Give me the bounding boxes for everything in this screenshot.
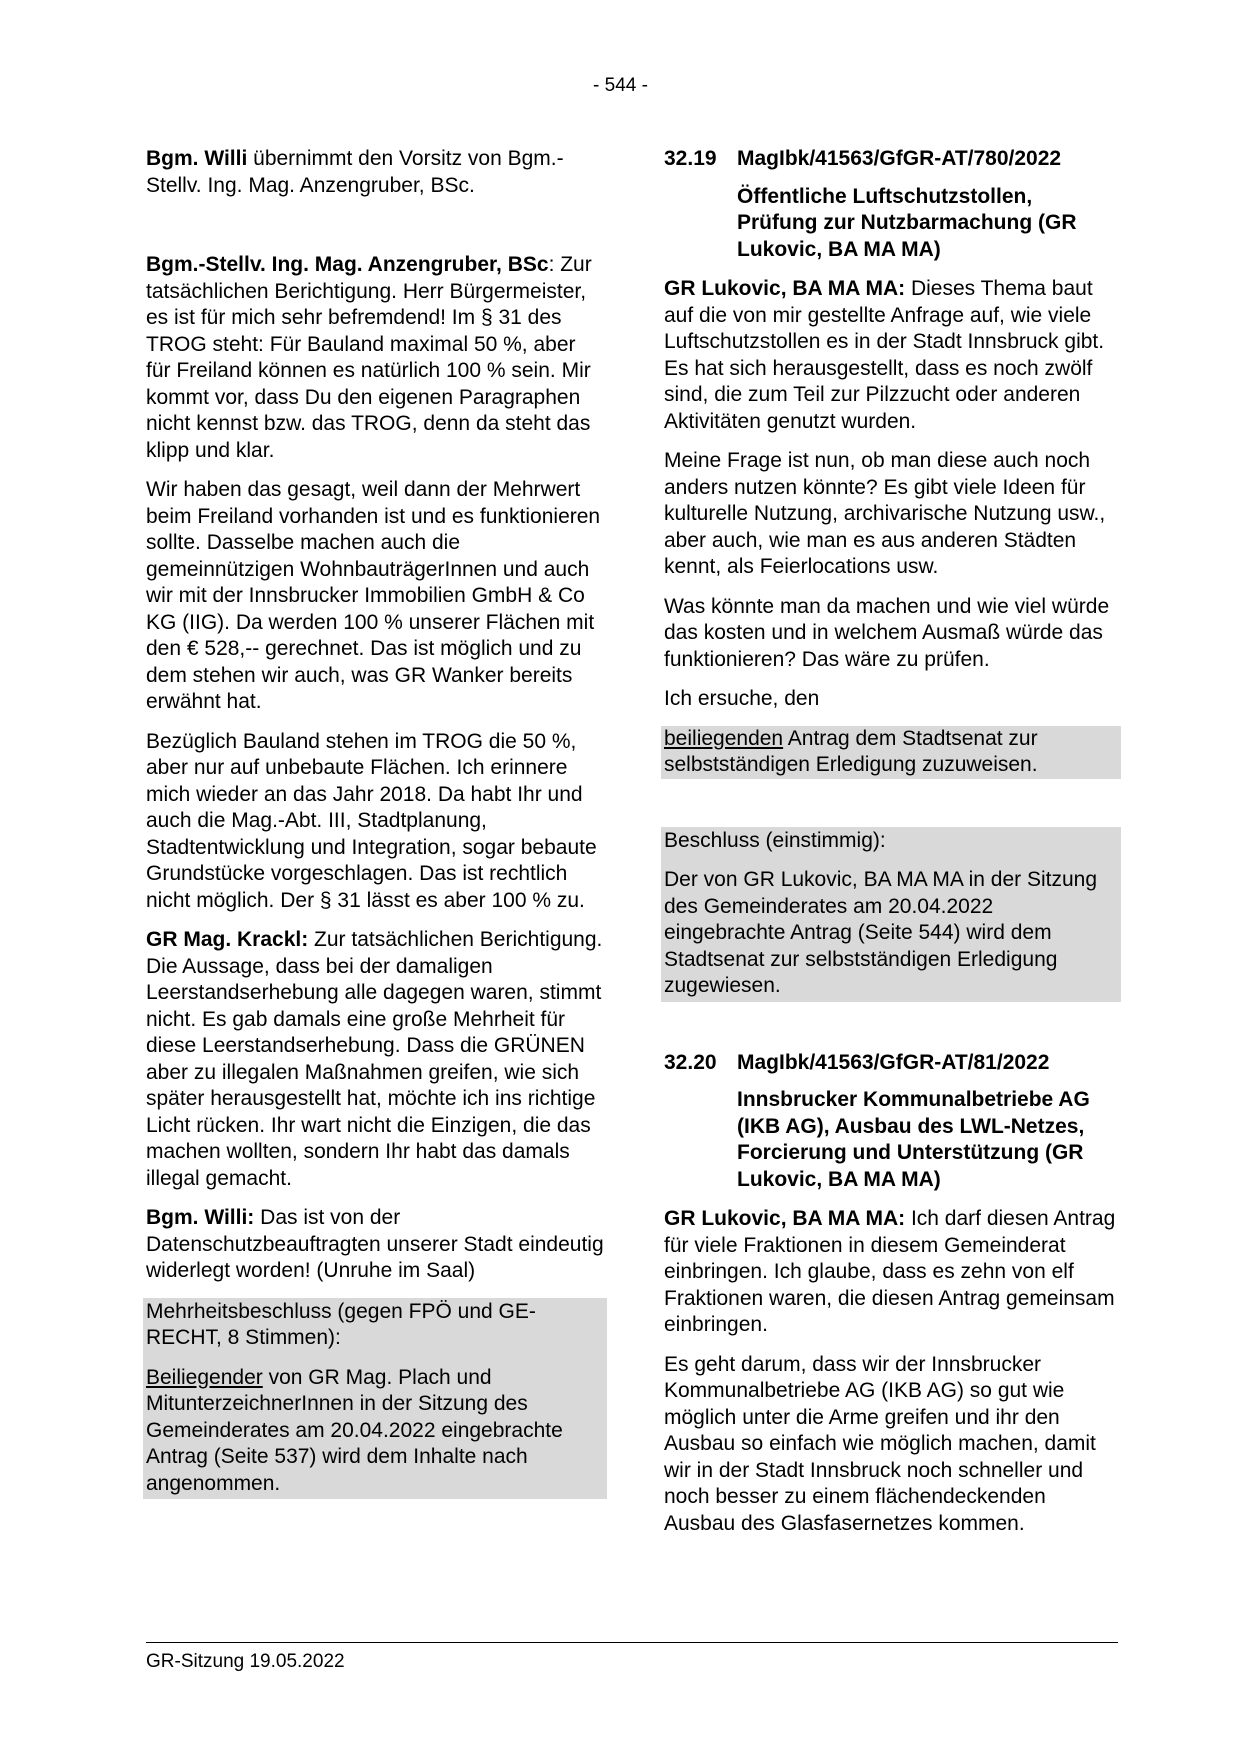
motion-text [664, 726, 1118, 779]
agenda-item-number: 32.19 [664, 147, 717, 170]
resolution-underlined-word: Beiliegender [146, 1365, 263, 1389]
speaker-name: GR Lukovic, BA MA MA: [664, 277, 906, 300]
paragraph-frage: Meine Frage ist nun, ob man diese auch noch anders nutzen könnte? Es gibt viele Ideen für kulturelle Nutzung, archivarische Nutzung usw., aber auch, wie man es aus anderen Städten kennt, als Feierlocations usw. [664, 449, 1106, 578]
paragraph-text: Das ist von der Datenschutzbeauftragten unserer Stadt eindeutig widerlegt worden! (Unruhe im Saal) [146, 1206, 604, 1282]
paragraph-glasfaser: Es geht darum, dass wir der Innsbrucker Kommunalbetriebe AG (IKB AG) so gut wie möglich unter die Arme greifen und ihr den Ausbau so einfach wie möglich machen, damit wir in der Stadt Innsbruck noch schneller und noch besser zu einem flächendeckenden Ausbau des Glasfasernetzes kommen. [664, 1352, 1096, 1535]
footer-text: GR-Sitzung 19.05.2022 [146, 1651, 345, 1672]
spacer [664, 1002, 1118, 1050]
resolution-text [146, 1365, 604, 1498]
speaker-name: Bgm. Willi: [146, 1206, 255, 1229]
agenda-item-number: 32.20 [664, 1050, 717, 1074]
resolution-heading: Mehrheitsbeschluss (gegen FPÖ und GE-RECHT, 8 Stimmen): [146, 1299, 536, 1349]
paragraph-chair-handover [146, 146, 604, 199]
paragraph-text: Dieses Thema baut auf die von mir gestellte Anfrage auf, wie viele Luftschutzstollen es in der Stadt Innsbruck gibt. Es hat sich herausgestellt, dass es noch zwölf sind, die zum Teil zur Pilzzucht oder anderen Aktivitäten genutzt wurden. [664, 277, 1105, 433]
paragraph-krackl [146, 927, 604, 1192]
paragraph-bauland: Bezüglich Bauland stehen im TROG die 50 %, aber nur auf unbebaute Flächen. Ich erinnere mich wieder an das Jahr 2018. Da habt Ihr und auch die Mag.-Abt. III, Stadtplanung, Stadtentwicklung und Integration, sogar bebaute Grundstücke vorgeschlagen. Das ist rechtlich nicht möglich. Der § 31 lässt es aber 100 % zu. [146, 729, 597, 912]
agenda-item-reference: MagIbk/41563/GfGR-AT/81/2022 [737, 1050, 1050, 1074]
agenda-item-title: Innsbrucker Kommunalbetriebe AG (IKB AG), Ausbau des LWL-Netzes, Forcierung und Unterstützung (GR Lukovic, BA MA MA) [737, 1088, 1090, 1191]
agenda-item-reference: MagIbk/41563/GfGR-AT/780/2022 [737, 147, 1062, 170]
paragraph-text: Ich darf diesen Antrag für viele Fraktionen in diesem Gemeinderat einbringen. Ich glaube, dass es zehn von elf Fraktionen waren, die diesen Antrag gemeinsam einbringen. [664, 1207, 1116, 1336]
speaker-name: GR Lukovic, BA MA MA: [664, 1207, 906, 1230]
left-column [146, 146, 604, 1499]
agenda-item-title: Öffentliche Luftschutzstollen, Prüfung zur Nutzbarmachung (GR Lukovic, BA MA MA) [737, 184, 1077, 261]
paragraph-text: : Zur tatsächlichen Berichtigung. Herr Bürgermeister, es ist für mich sehr befremdend! Im § 31 des TROG steht: Für Bauland maximal 50 %, aber für Freiland können es natürlich 100 % sein. Mir kommt vor, dass Du den eigenen Paragraphen nicht kennst bzw. das TROG, denn da steht das klipp und klar. [146, 253, 592, 462]
resolution-box [661, 827, 1121, 1002]
speaker-name: Bgm. Willi [146, 147, 248, 170]
speaker-name: GR Mag. Krackl: [146, 928, 309, 951]
agenda-item-header [664, 146, 1118, 173]
spacer [664, 779, 1118, 827]
resolution-text: Der von GR Lukovic, BA MA MA in der Sitzung des Gemeinderates am 20.04.2022 eingebrachte Antrag (Seite 544) wird dem Stadtsenat zur selbstständigen Erledigung zugewiesen. [664, 868, 1098, 997]
footer-divider [146, 1642, 1118, 1643]
paragraph-text: übernimmt den Vorsitz von Bgm.-Stellv. Ing. Mag. Anzengruber, BSc. [146, 147, 564, 197]
spacer [146, 212, 604, 252]
resolution-body: von GR Mag. Plach und MitunterzeichnerInnen in der Sitzung des Gemeinderates am 20.04.2022 eingebrachte Antrag (Seite 537) wird dem Inhalte nach angenommen. [146, 1365, 563, 1495]
right-column [664, 146, 1118, 1550]
motion-box [661, 726, 1121, 779]
resolution-heading: Beschluss (einstimmig): [664, 828, 886, 852]
paragraph-lukovic-1 [664, 276, 1118, 435]
motion-underlined-word: beiliegenden [664, 726, 784, 750]
paragraph-text: Zur tatsächlichen Berichtigung. Die Aussage, dass bei der damaligen Leerstandserhebung alle dagegen waren, stimmt nicht. Es gab damals eine große Mehrheit für diese Leerstandserhebung. Dass die GRÜNEN aber zu illegalen Maßnahmen greifen, wie sich später herausgestellt hat, möchte ich ins richtige Licht rücken. Ihr wart nicht die Einzigen, die das machen wollten, sondern Ihr habt das damals illegal gemacht. [146, 928, 603, 1190]
resolution-box [143, 1298, 607, 1500]
paragraph-lukovic-2 [664, 1206, 1118, 1339]
speaker-name: Bgm.-Stellv. Ing. Mag. Anzengruber, BSc [146, 253, 549, 276]
motion-body: Antrag dem Stadtsenat zur selbstständigen Erledigung zuzuweisen. [664, 726, 1038, 776]
paragraph-anzengruber [146, 252, 604, 464]
paragraph-kosten: Was könnte man da machen und wie viel würde das kosten und in welchem Ausmaß würde das funktionieren? Das wäre zu prüfen. [664, 594, 1110, 671]
page-number: - 544 - [593, 75, 648, 96]
agenda-item-header [664, 1050, 1118, 1077]
paragraph-willi [146, 1205, 604, 1285]
paragraph-mehrwert: Wir haben das gesagt, weil dann der Mehrwert beim Freiland vorhanden ist und es funktionieren sollte. Dasselbe machen auch die gemeinnützigen WohnbauträgerInnen und auch wir mit der Innsbrucker Immobilien GmbH & Co KG (IIG). Da werden 100 % unserer Flächen mit den € 528,-- gerechnet. Das ist möglich und zu dem stehen wir auch, was GR Wanker bereits erwähnt hat. [146, 478, 601, 713]
paragraph-ersuche: Ich ersuche, den [664, 687, 820, 710]
